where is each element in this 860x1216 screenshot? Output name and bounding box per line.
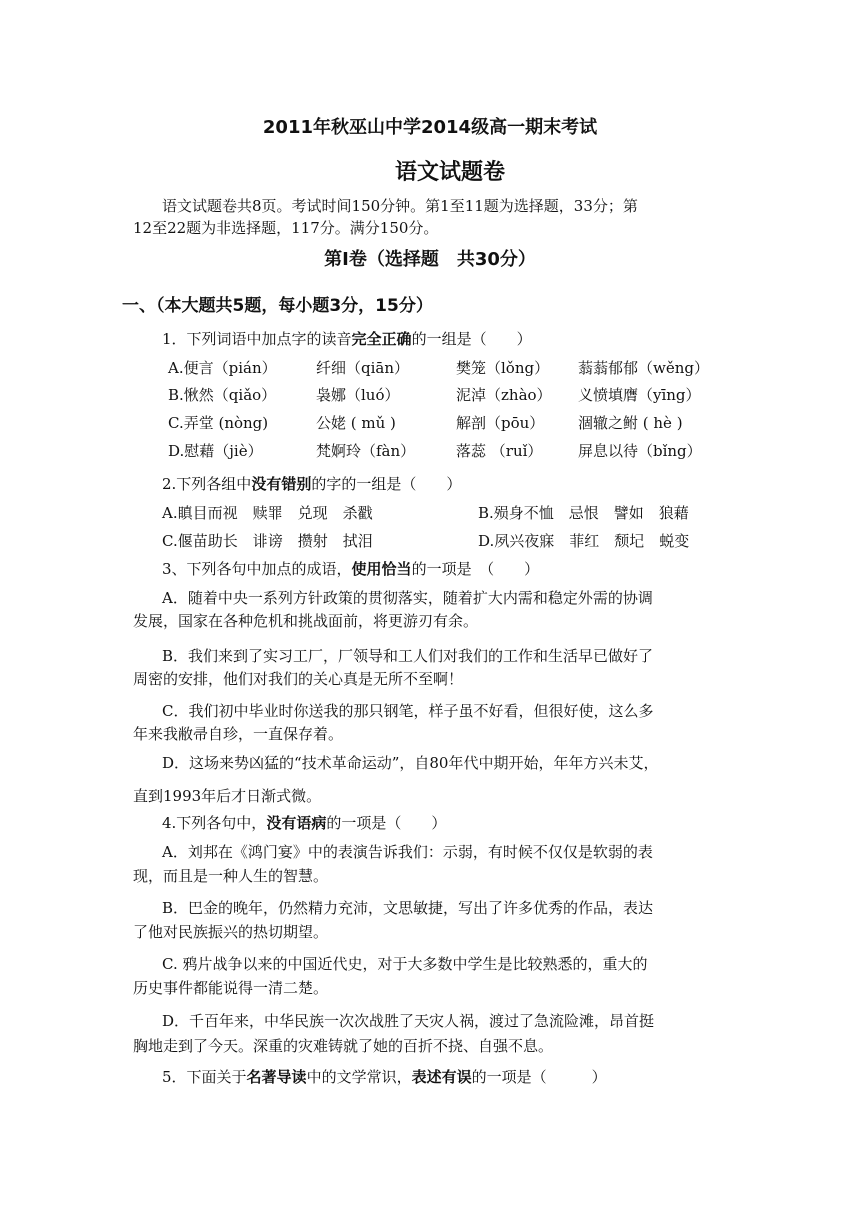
q4-option-c-line1: C. 鸦片战争以来的中国近代史，对于大多数中学生是比较熟悉的，重大的 [162, 955, 648, 973]
q1-option-b1: B.愀然（qiǎo） [168, 386, 277, 404]
q4-option-a-line2: 现，而且是一种人生的智慧。 [133, 867, 329, 885]
q1-option-b4: 义愤填膺（yīng） [578, 386, 701, 404]
q4-option-d-line1: D．千百年来，中华民族一次次战胜了天灾人祸，渡过了急流险滩，昂首挺 [162, 1012, 655, 1030]
q1-option-a1: A.便言（pián） [168, 359, 277, 377]
q3-option-d-line1: D．这场来势凶猛的“技术革命运动”，自80年代中期开始，年年方兴未艾， [162, 754, 659, 772]
q3-option-d-line2: 直到1993年后才日渐式微。 [133, 787, 322, 805]
q4-option-c-line2: 历史事件都能说得一清二楚。 [133, 979, 329, 997]
q1-option-a2: 纤细（qiān） [316, 359, 410, 377]
q1-option-a4: 蓊蓊郁郁（wěng） [578, 359, 709, 377]
q3-option-c-line2: 年来我敝帚自珍，一直保存着。 [133, 725, 344, 743]
volume-title: 第Ⅰ卷（选择题 共30分） [324, 249, 536, 270]
paper-title: 语文试题卷 [394, 160, 505, 185]
q4-option-d-line2: 胸地走到了今天。深重的灾难铸就了她的百折不挠、自强不息。 [133, 1037, 554, 1055]
q1-option-c3: 解剖（pōu） [456, 414, 545, 432]
q1-option-d2: 梵婀玲（fàn） [316, 442, 416, 460]
q4-option-b-line2: 了他对民族振兴的热切期望。 [133, 923, 329, 941]
exam-title: 2011年秋巫山中学2014级高一期末考试 [262, 117, 598, 138]
q2-option-a: A.瞋目而视 赎罪 兑现 杀戳 [162, 504, 373, 522]
q3-option-b-line1: B．我们来到了实习工厂，厂领导和工人们对我们的工作和生活早已做好了 [162, 647, 654, 665]
q1-option-b3: 泥淖（zhào） [456, 386, 552, 404]
q3-option-a-line2: 发展，国家在各种危机和挑战面前，将更游刃有余。 [133, 612, 479, 630]
q1-option-c1: C.弄堂 (nòng) [168, 414, 269, 432]
question-3-stem: 3、下列各句中加点的成语，使用恰当的一项是 （ ） [162, 560, 540, 578]
question-1-stem: 1．下列词语中加点字的读音完全正确的一组是（ ） [162, 330, 532, 348]
question-5-stem: 5．下面关于名著导读中的文学常识，表述有误的一项是（ ） [162, 1068, 607, 1086]
q1-option-c4: 涸辙之鲋 ( hè ) [578, 414, 683, 432]
q4-option-b-line1: B．巴金的晚年，仍然精力充沛，文思敏捷，写出了许多优秀的作品，表达 [162, 899, 654, 917]
q2-option-d: D.夙兴夜寐 菲红 颓圮 蜕变 [478, 532, 690, 550]
q1-option-d4: 屏息以待（bǐng） [578, 442, 702, 460]
q3-option-a-line1: A．随着中央一系列方针政策的贯彻落实，随着扩大内需和稳定外需的协调 [162, 589, 653, 607]
q1-option-b2: 袅娜（luó） [316, 386, 400, 404]
intro-line-1: 语文试题卷共8页。考试时间150分钟。第1至11题为选择题，33分；第 [162, 197, 638, 215]
q3-option-b-line2: 周密的安排，他们对我们的关心真是无所不至啊！ [133, 670, 464, 688]
q2-option-b: B.殒身不恤 忌恨 譬如 狼藉 [478, 504, 689, 522]
q1-option-d1: D.慰藉（jiè） [168, 442, 263, 460]
question-2-stem: 2.下列各组中没有错别的字的一组是（ ） [162, 475, 462, 493]
section-heading: 一、（本大题共5题，每小题3分，15分） [122, 296, 433, 316]
q2-option-c: C.偃苗助长 诽谤 攒射 拭泪 [162, 532, 373, 550]
q1-option-a3: 樊笼（lǒng） [456, 359, 550, 377]
intro-line-2: 12至22题为非选择题，117分。满分150分。 [133, 219, 439, 237]
question-4-stem: 4.下列各句中，没有语病的一项是（ ） [162, 814, 447, 832]
q1-option-d3: 落蕊 （ruǐ） [456, 442, 543, 460]
q3-option-c-line1: C．我们初中毕业时你送我的那只钢笔，样子虽不好看，但很好使，这么多 [162, 702, 654, 720]
q1-option-c2: 公姥 ( mǔ ) [316, 414, 396, 432]
q4-option-a-line1: A．刘邦在《鸿门宴》中的表演告诉我们：示弱，有时候不仅仅是软弱的表 [162, 843, 653, 861]
